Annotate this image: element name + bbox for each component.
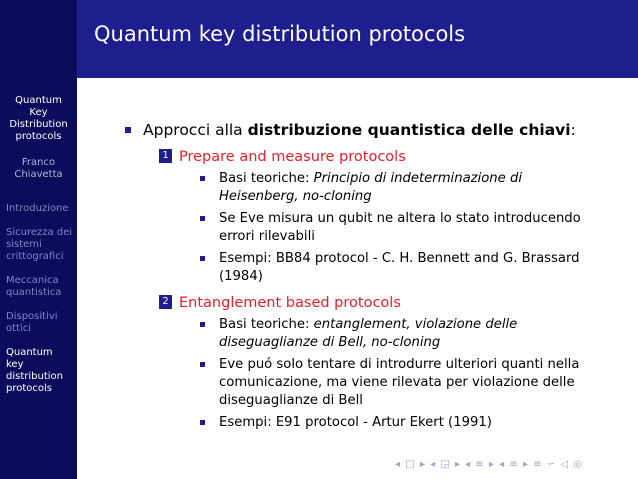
sub-bullet: [200, 170, 625, 206]
sub-bullet: [200, 316, 625, 352]
square-bullet-icon: [125, 127, 131, 133]
sidebar-section-line: sistemi: [6, 239, 42, 250]
sidebar-title-line: Quantum: [15, 95, 62, 106]
nav-search-icon[interactable]: ◎: [573, 459, 582, 470]
sub-bullet-line: [219, 316, 625, 334]
sub-bullet-plain: Basi teoriche:: [219, 171, 314, 186]
sub-bullet: [200, 210, 625, 246]
sidebar-section-line: Introduzione: [6, 203, 69, 214]
nav-appendix-icon[interactable]: ≡: [533, 459, 542, 470]
nav-forward-icon[interactable]: ◁: [560, 459, 569, 470]
beamer-navigation-bar: [395, 459, 635, 473]
sub-bullet-line: Esempi: E91 protocol - Artur Ekert (1991): [219, 415, 492, 430]
sidebar-section-line: key: [6, 359, 24, 370]
nav-prev-part-icon[interactable]: ◂: [499, 459, 505, 470]
sidebar-title-line: Distribution: [9, 119, 68, 130]
sidebar-title-line: Key: [29, 107, 48, 118]
slide-content: [125, 120, 625, 432]
square-bullet-icon: [200, 322, 205, 327]
sidebar-section-introduzione[interactable]: [6, 203, 77, 215]
sidebar-section-sicurezza[interactable]: [6, 227, 77, 263]
square-bullet-icon: [200, 256, 205, 261]
sidebar-section-dispositivi[interactable]: [6, 311, 77, 335]
nav-prev-section-icon[interactable]: ◂: [465, 459, 471, 470]
sub-bullet-line: [219, 334, 625, 352]
sub-bullet-italic: entanglement, violazione delle: [313, 317, 518, 332]
nav-next-part-icon[interactable]: ▸: [522, 459, 528, 470]
sidebar-section-qkd-protocols[interactable]: [6, 347, 77, 395]
square-bullet-icon: [200, 176, 205, 181]
sub-bullet-line: (1984): [219, 269, 263, 284]
protocol-title: Entanglement based protocols: [179, 295, 401, 311]
sub-bullet-italic: diseguaglianze di Bell, no-cloning: [219, 335, 441, 350]
sub-bullet-line: [219, 170, 625, 188]
sub-bullet-line: errori rilevabili: [219, 229, 315, 244]
sidebar-section-line: quantistica: [6, 287, 62, 298]
sidebar-section-line: protocols: [6, 383, 53, 394]
protocol-item-1: [159, 148, 625, 166]
sidebar-talk-title[interactable]: [0, 95, 77, 143]
frame-header: [77, 0, 638, 78]
sub-bullet: [200, 414, 625, 432]
sidebar-section-line: Meccanica: [6, 275, 59, 286]
sub-bullet-plain: Basi teoriche:: [219, 317, 314, 332]
nav-section-icon[interactable]: ≡: [475, 459, 484, 470]
sidebar-section-meccanica[interactable]: [6, 275, 77, 299]
sidebar-title-line: protocols: [15, 131, 62, 142]
sidebar-section-line: Quantum: [6, 347, 53, 358]
sub-bullet-line: comunicazione, ma viene rilevata per violazione delle: [219, 375, 575, 390]
nav-prev-subsection-icon[interactable]: ◂: [430, 459, 436, 470]
sub-bullet-line: [219, 188, 625, 206]
square-bullet-icon: [200, 362, 205, 367]
enum-number-badge: 1: [159, 149, 172, 163]
sub-bullet-italic: Heisenberg, no-cloning: [219, 189, 372, 204]
nav-subsection-icon[interactable]: ◲: [440, 459, 450, 470]
nav-part-icon[interactable]: ≡: [509, 459, 518, 470]
sidebar-author-line: Franco: [21, 157, 56, 168]
sidebar-author: [0, 157, 77, 181]
sub-bullet-line: diseguaglianze di Bell: [219, 393, 363, 408]
square-bullet-icon: [200, 420, 205, 425]
frame-title: Quantum key distribution protocols: [94, 22, 466, 46]
sidebar-sections: [6, 203, 77, 407]
main-bullet: [125, 120, 625, 140]
sidebar-section-line: Sicurezza dei: [6, 227, 73, 238]
nav-back-icon[interactable]: ∽: [546, 459, 556, 470]
protocol-title: Prepare and measure protocols: [179, 149, 406, 165]
sub-bullet-line: Esempi: BB84 protocol - C. H. Bennett and G. Brassard: [219, 251, 580, 266]
nav-next-frame-icon[interactable]: ▸: [419, 459, 425, 470]
sidebar-section-line: crittografici: [6, 251, 64, 262]
enum-number-badge: 2: [159, 295, 172, 309]
sidebar-section-line: Dispositivi: [6, 311, 58, 322]
square-bullet-icon: [200, 216, 205, 221]
sub-bullet-line: Eve puó solo tentare di introdurre ulteriori quanti nella: [219, 357, 580, 372]
sidebar: [0, 0, 77, 479]
sub-bullet: [200, 250, 625, 286]
nav-next-section-icon[interactable]: ▸: [488, 459, 494, 470]
nav-frame-icon[interactable]: □: [405, 459, 415, 470]
main-bullet-prefix: Approcci alla: [143, 121, 248, 139]
sidebar-section-line: distribution: [6, 371, 63, 382]
main-bullet-text: [143, 120, 625, 140]
sub-bullet-italic: Principio di indeterminazione di: [313, 171, 523, 186]
sidebar-author-line: Chiavetta: [14, 169, 63, 180]
main-bullet-suffix: :: [570, 121, 576, 139]
sidebar-section-line: ottici: [6, 323, 32, 334]
nav-prev-frame-icon[interactable]: ◂: [395, 459, 401, 470]
sub-bullet-line: Se Eve misura un qubit ne altera lo stato introducendo: [219, 211, 581, 226]
protocol-item-2: [159, 294, 625, 312]
sub-bullet: [200, 356, 625, 410]
main-bullet-bold: distribuzione quantistica delle chiavi: [247, 121, 571, 139]
nav-next-subsection-icon[interactable]: ▸: [454, 459, 460, 470]
